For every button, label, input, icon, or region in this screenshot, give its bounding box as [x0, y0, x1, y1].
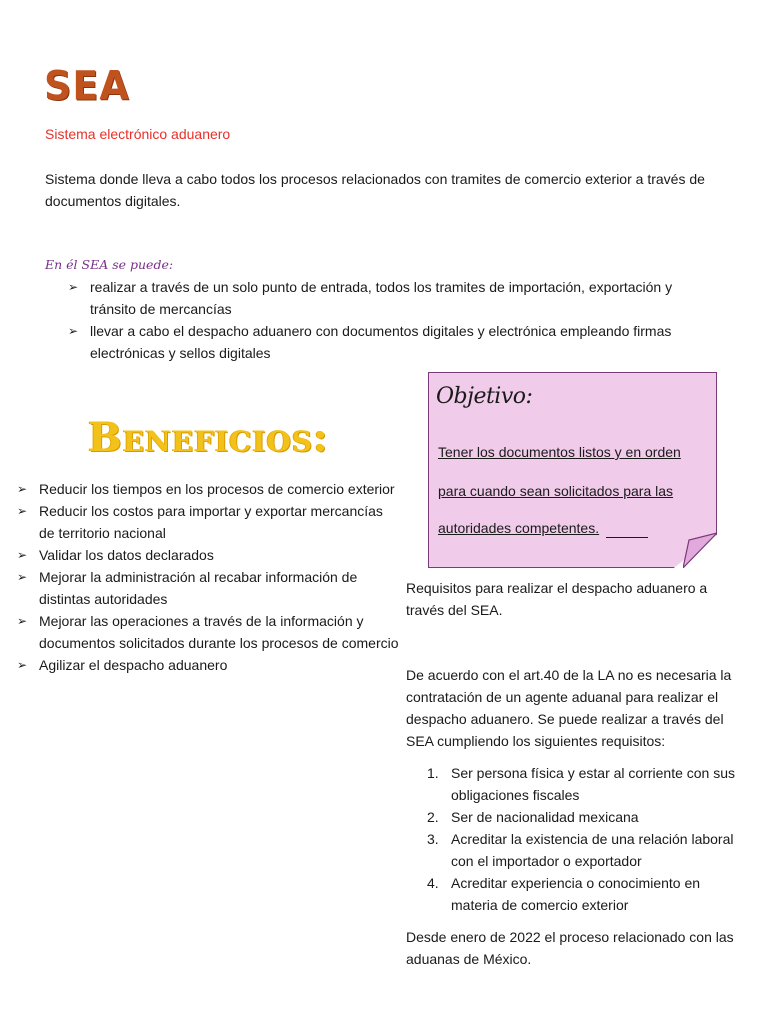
requirements-intro: Requisitos para realizar el despacho aduanero a través del SEA. [406, 580, 708, 618]
page-fold-icon [683, 532, 717, 568]
arrow-bullet-icon: ➢ [17, 482, 28, 496]
benefits-list [17, 478, 399, 676]
can-section-heading: En él SEA se puede: [45, 257, 174, 272]
closing-paragraph: Desde enero de 2022 el proceso relacionado con las aduanas de México. [406, 929, 734, 967]
can-list [68, 276, 710, 364]
list-item: ➢ Mejorar las operaciones a través de la información y documentos solicitados durante los procesos de comercio [39, 610, 399, 654]
page-subtitle: Sistema electrónico aduanero [45, 126, 231, 142]
arrow-bullet-icon: ➢ [17, 614, 28, 628]
arrow-bullet-icon: ➢ [17, 504, 28, 518]
list-item: ➢ realizar a través de un solo punto de entrada, todos los tramites de importación, exportación y tránsito de mercancías [90, 276, 710, 320]
arrow-bullet-icon: ➢ [17, 548, 28, 562]
underline-rule [606, 537, 648, 538]
list-item: 3. Acreditar la existencia de una relación laboral con el importador o exportador [427, 831, 734, 869]
list-item: ➢ Reducir los costos para importar y exportar mercancías de territorio nacional [39, 500, 399, 544]
page-title: SEA [44, 62, 130, 110]
list-item: ➢ Reducir los tiempos en los procesos de comercio exterior [39, 478, 399, 500]
arrow-bullet-icon: ➢ [17, 570, 28, 584]
arrow-bullet-icon: ➢ [68, 280, 79, 294]
list-item: ➢ Validar los datos declarados [39, 544, 399, 566]
list-item: ➢ Agilizar el despacho aduanero [39, 654, 399, 676]
list-item: ➢ Mejorar la administración al recabar información de distintas autoridades [39, 566, 399, 610]
list-item: ➢ llevar a cabo el despacho aduanero con documentos digitales y electrónica empleando firmas electrónicas y sellos digitales [90, 320, 710, 364]
art40-paragraph: De acuerdo con el art.40 de la LA no es necesaria la contratación de un agente aduanal para realizar el despacho aduanero. Se puede realizar a través del SEA cumpliendo los siguientes requisitos: [406, 667, 732, 749]
arrow-bullet-icon: ➢ [68, 324, 79, 338]
objective-heading: Objetivo: [436, 384, 533, 409]
list-item: 4. Acreditar experiencia o conocimiento en materia de comercio exterior [427, 875, 701, 913]
intro-paragraph: Sistema donde lleva a cabo todos los procesos relacionados con tramites de comercio exterior a través de documentos digitales. [45, 171, 705, 209]
objective-line: autoridades competentes. [438, 520, 600, 536]
benefits-heading: Beneficios: [88, 414, 329, 461]
arrow-bullet-icon: ➢ [17, 658, 28, 672]
objective-line: para cuando sean solicitados para las [438, 483, 674, 499]
list-item: 1. Ser persona física y estar al corriente con sus obligaciones fiscales [427, 765, 736, 803]
list-item: 2. Ser de nacionalidad mexicana [427, 809, 639, 825]
requirements-list [427, 762, 741, 916]
objective-line: Tener los documentos listos y en orden [438, 444, 681, 460]
